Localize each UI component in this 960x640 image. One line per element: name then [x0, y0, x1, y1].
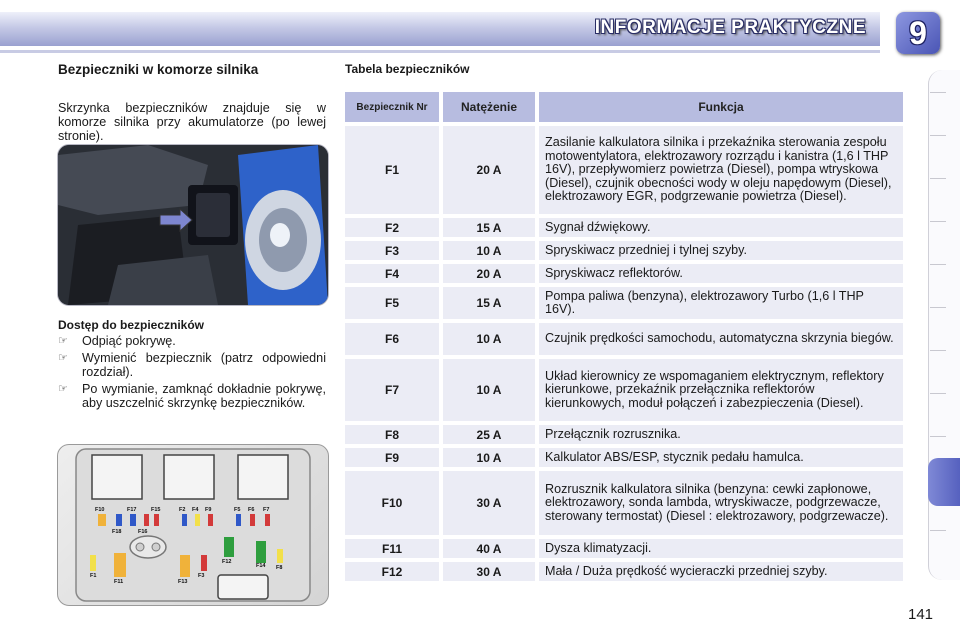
table-row	[345, 241, 903, 260]
table-row	[345, 218, 903, 237]
fuse-label: F16	[138, 529, 148, 535]
table-row	[345, 359, 903, 421]
column-header-current: Natężenie	[443, 92, 535, 122]
fuse-current: 15 A	[443, 218, 535, 237]
fuse-number: F1	[345, 126, 439, 214]
header-rule	[0, 50, 880, 53]
fuse-current: 10 A	[443, 241, 535, 260]
fuse-function: Spryskiwacz przedniej i tylnej szyby.	[539, 241, 903, 260]
fuse-label: F11	[114, 579, 124, 585]
table-row	[345, 471, 903, 535]
pointing-hand-icon: ☞	[58, 383, 68, 395]
fuse-function: Pompa paliwa (benzyna), elektrozawory Turbo (1,6 l THP 16V).	[539, 287, 903, 319]
fuse-function: Dysza klimatyzacji.	[539, 539, 903, 558]
fuse-label: F1	[90, 573, 97, 579]
fuse-current: 10 A	[443, 323, 535, 355]
fuse-function: Przełącznik rozrusznika.	[539, 425, 903, 444]
fuse-number: F9	[345, 448, 439, 467]
pointing-hand-icon: ☞	[58, 352, 68, 364]
table-row	[345, 425, 903, 444]
fuse-label: F5	[234, 507, 241, 513]
chapter-title: INFORMACJE PRAKTYCZNE	[594, 17, 866, 38]
fuse-label: F17	[127, 507, 137, 513]
edge-mark	[930, 530, 946, 531]
fuse-function: Czujnik prędkości samochodu, automatyczna skrzynia biegów.	[539, 323, 903, 355]
fuse-label: F13	[178, 579, 188, 585]
edge-mark	[930, 135, 946, 136]
fuse-number: F8	[345, 425, 439, 444]
fuse-label: F7	[263, 507, 270, 513]
page-header	[0, 0, 960, 58]
fuse-function: Rozrusznik kalkulatora silnika (benzyna: cewki zapłonowe, elektrozawory, sonda lambda, wtryskiwacze, podgrzewacze, sterowany termostat) (Diesel : elektrozawory, podgrzewacze).	[539, 471, 903, 535]
fuse-label: F15	[151, 507, 161, 513]
column-header-fuse-number: Bezpiecznik Nr	[345, 92, 439, 122]
edge-mark	[930, 307, 946, 308]
fuse-function: Sygnał dźwiękowy.	[539, 218, 903, 237]
active-chapter-tab[interactable]	[928, 458, 960, 506]
fuse-label: F18	[112, 529, 122, 535]
fuse-label: F6	[248, 507, 255, 513]
engine-bay-photo	[57, 144, 329, 306]
intro-text: Skrzynka bezpieczników znajduje się w komorze silnika przy akumulatorze (po lewej stronie).	[58, 101, 326, 143]
fuse-box-diagram	[57, 444, 329, 606]
page-number: 141	[908, 606, 934, 623]
fuse-function: Spryskiwacz reflektorów.	[539, 264, 903, 283]
fuse-number: F7	[345, 359, 439, 421]
fuse-label: F4	[192, 507, 199, 513]
table-row	[345, 323, 903, 355]
fuse-label: F14	[256, 563, 266, 569]
fuse-label: F10	[95, 507, 105, 513]
edge-mark	[930, 264, 946, 265]
fuse-current: 10 A	[443, 359, 535, 421]
fuse-label: F9	[205, 507, 212, 513]
fuse-number: F4	[345, 264, 439, 283]
table-row	[345, 562, 903, 581]
fuse-current: 40 A	[443, 539, 535, 558]
table-row	[345, 126, 903, 214]
fuse-label: F2	[179, 507, 186, 513]
edge-mark	[930, 350, 946, 351]
fuse-function: Mała / Duża prędkość wycieraczki przedniej szyby.	[539, 562, 903, 581]
table-title: Tabela bezpieczników	[345, 62, 470, 76]
fuse-current: 30 A	[443, 562, 535, 581]
section-title: Bezpieczniki w komorze silnika	[58, 62, 259, 77]
fuse-label: F8	[276, 565, 283, 571]
access-steps	[58, 334, 326, 413]
access-title: Dostęp do bezpieczników	[58, 318, 205, 332]
fuse-box-illustration	[58, 445, 328, 605]
fuse-function: Układ kierownicy ze wspomaganiem elektrycznym, reflektory kierunkowe, przekaźnik przełącznika reflektorów kierunkowych, moduł połączeń i zabezpieczenia (Diesel).	[539, 359, 903, 421]
fuse-current: 30 A	[443, 471, 535, 535]
fuse-number: F5	[345, 287, 439, 319]
fuse-number: F11	[345, 539, 439, 558]
fuse-current: 10 A	[443, 448, 535, 467]
table-row	[345, 539, 903, 558]
pointing-hand-icon: ☞	[58, 335, 68, 347]
edge-mark	[930, 221, 946, 222]
edge-mark	[930, 436, 946, 437]
chapter-number: 9	[909, 15, 927, 51]
fuse-number: F6	[345, 323, 439, 355]
edge-mark	[930, 178, 946, 179]
column-header-function: Funkcja	[539, 92, 903, 122]
list-item: ☞ Wymienić bezpiecznik (patrz odpowiedni rozdział).	[58, 351, 326, 379]
fuse-number: F2	[345, 218, 439, 237]
table-row	[345, 287, 903, 319]
fuse-current: 20 A	[443, 264, 535, 283]
fuse-current: 15 A	[443, 287, 535, 319]
table-row	[345, 264, 903, 283]
chapter-badge	[896, 12, 940, 54]
list-item: ☞ Po wymianie, zamknąć dokładnie pokrywę, aby uszczelnić skrzynkę bezpieczników.	[58, 382, 326, 410]
fuse-number: F12	[345, 562, 439, 581]
fuse-number: F10	[345, 471, 439, 535]
edge-mark	[930, 393, 946, 394]
table-header-row	[345, 92, 903, 122]
fuse-label: F3	[198, 573, 205, 579]
fuse-table	[345, 92, 903, 585]
fuse-function: Zasilanie kalkulatora silnika i przekaźnika sterowania zespołu motowentylatora, elektrozawory rozrządu i kanistra (1,6 l THP 16V), przepływomierz powietrza (Diesel), pompa wtryskowa (Diesel), czujnik obecności wody w oleju napędowym (Diesel), elektrozawory EGR, podgrzewanie powietrza (Diesel).	[539, 126, 903, 214]
fuse-function: Kalkulator ABS/ESP, stycznik pedału hamulca.	[539, 448, 903, 467]
fuse-current: 20 A	[443, 126, 535, 214]
engine-bay-illustration	[58, 145, 328, 305]
table-row	[345, 448, 903, 467]
fuse-current: 25 A	[443, 425, 535, 444]
list-item: ☞ Odpiąć pokrywę.	[58, 334, 176, 348]
fuse-label: F12	[222, 559, 232, 565]
fuse-number: F3	[345, 241, 439, 260]
edge-mark	[930, 92, 946, 93]
